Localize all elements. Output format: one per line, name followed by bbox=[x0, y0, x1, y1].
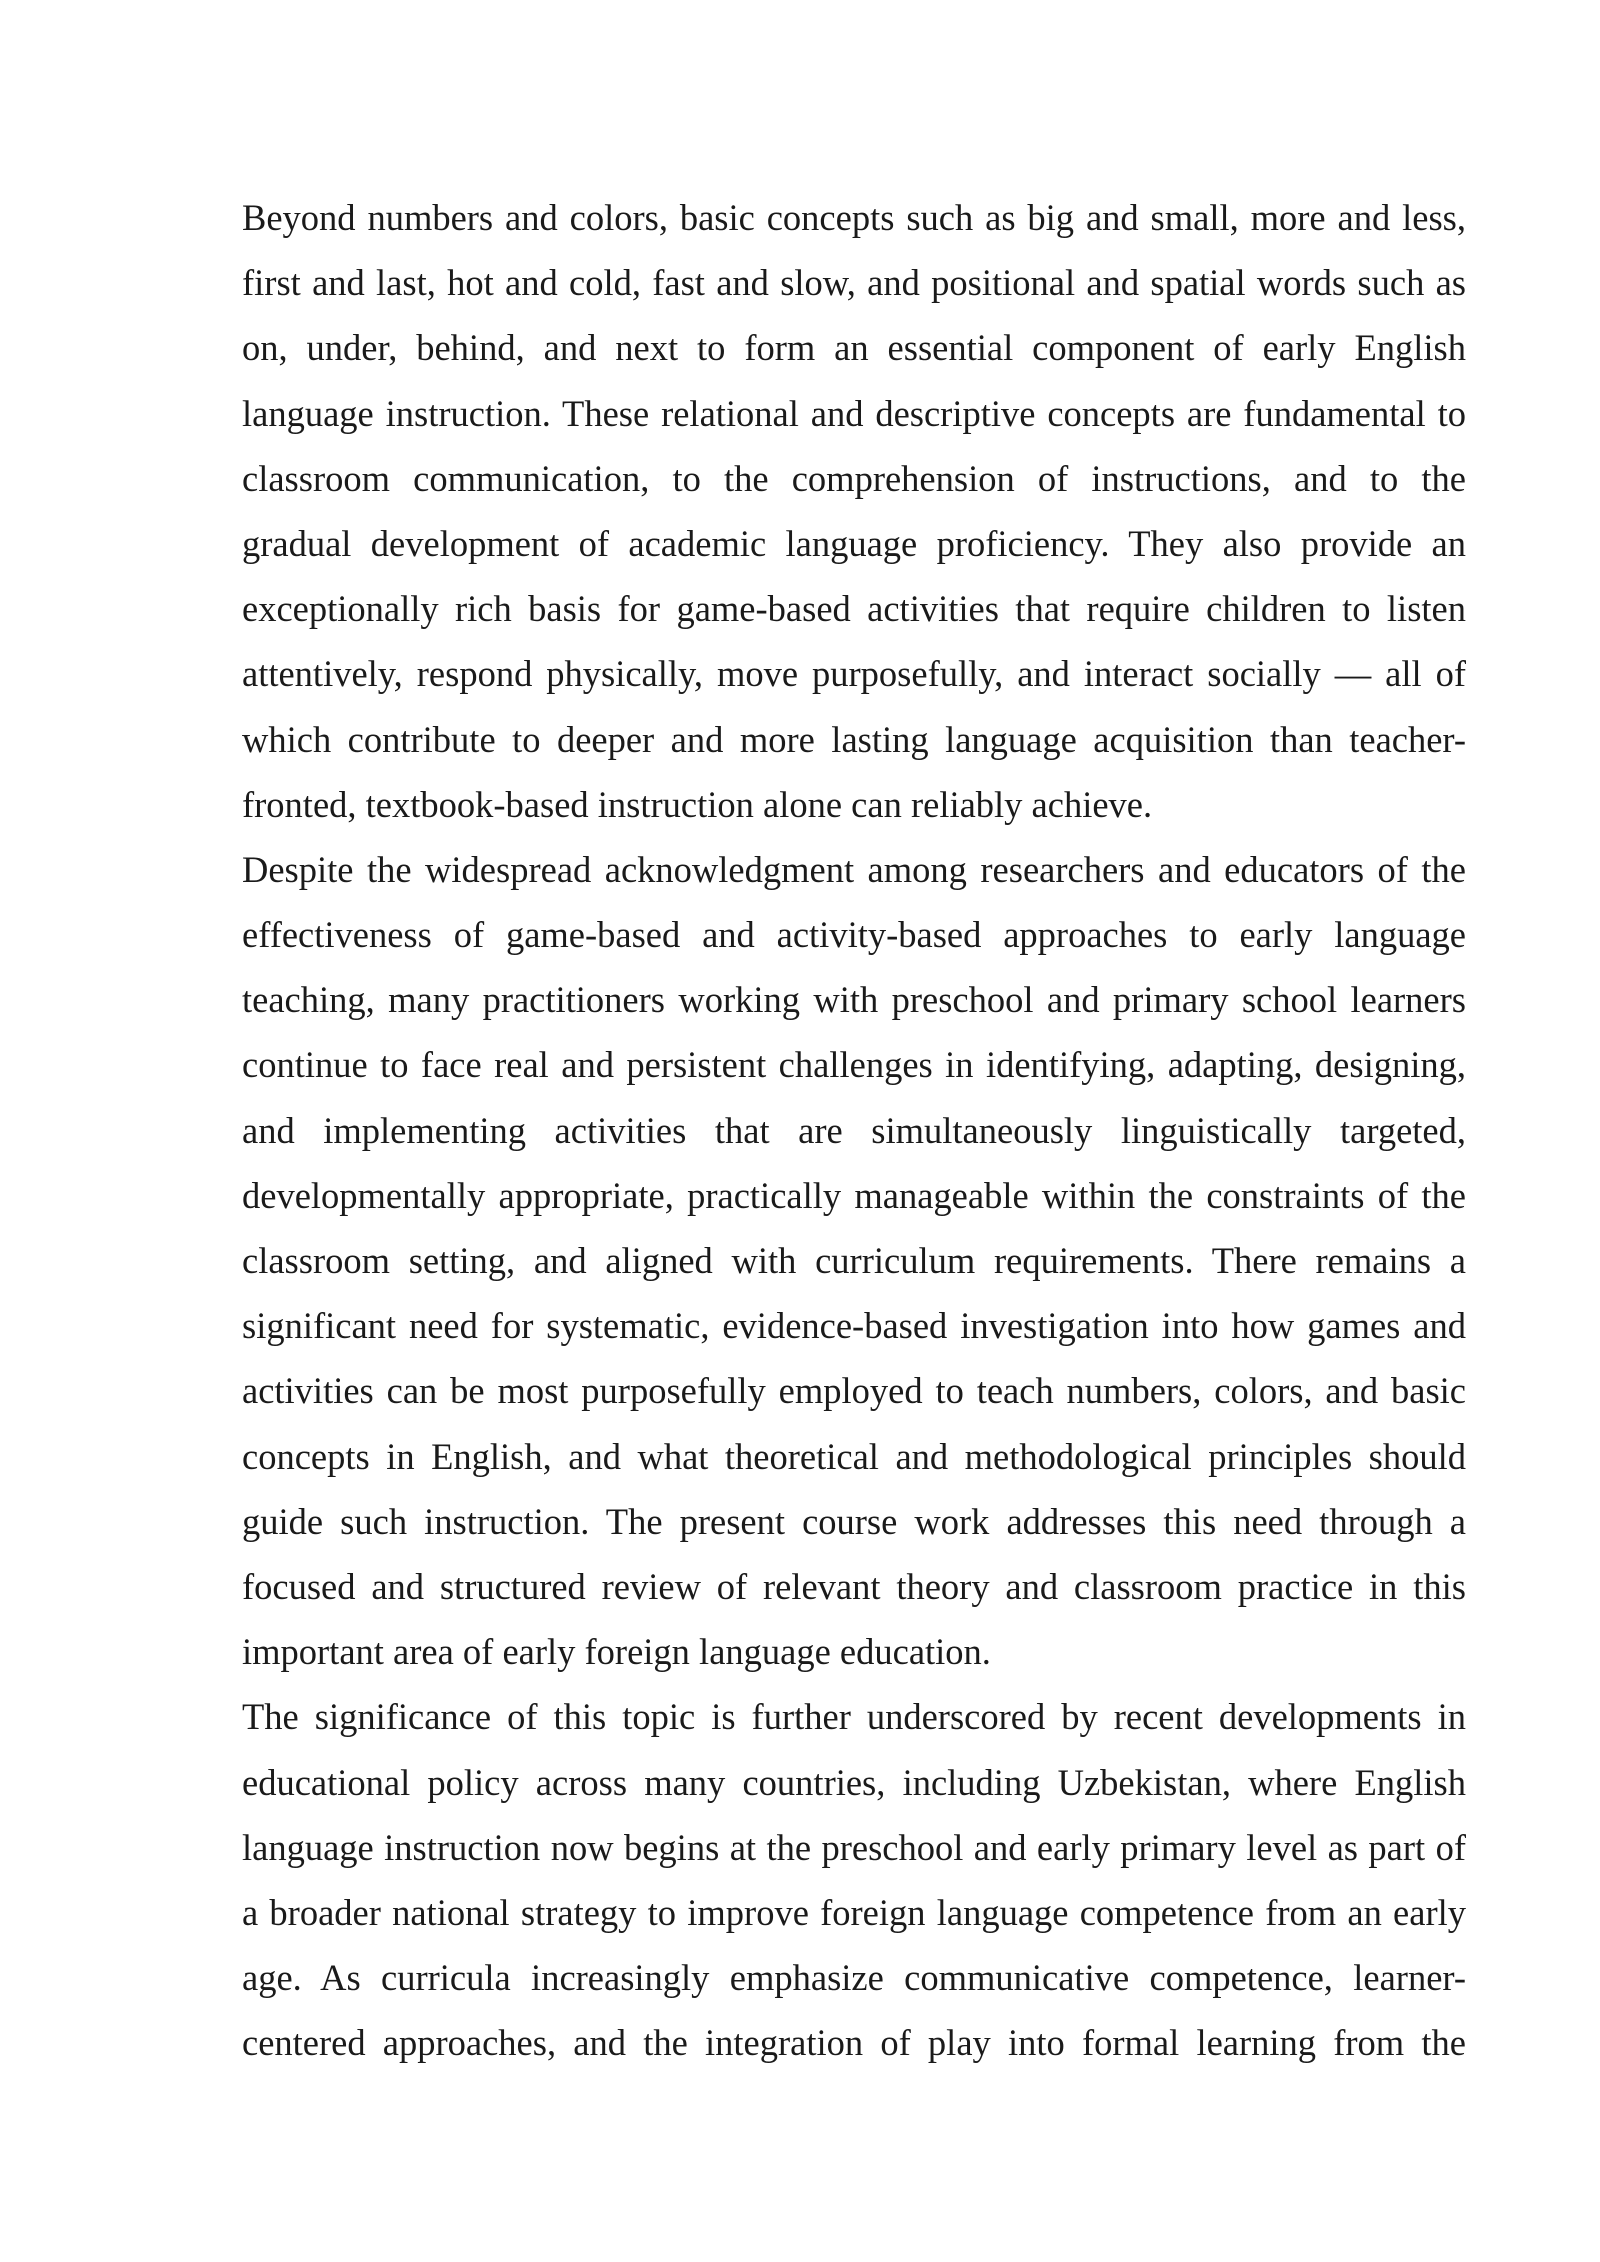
text-line: continue to face real and persistent challenges in identifying, adapting, designing, bbox=[242, 1044, 1466, 1086]
text-line: language instruction. These relational and descriptive concepts are fundamental to bbox=[242, 392, 1466, 434]
text-line: effectiveness of game-based and activity-based approaches to early language bbox=[242, 914, 1466, 956]
paragraph-1 bbox=[242, 185, 1466, 837]
text-line: age. As curricula increasingly emphasize communicative competence, learner- bbox=[242, 1957, 1466, 1999]
text-line: activities can be most purposefully employed to teach numbers, colors, and basic bbox=[242, 1370, 1466, 1412]
text-line: gradual development of academic language proficiency. They also provide an bbox=[242, 522, 1466, 564]
text-line: a broader national strategy to improve foreign language competence from an early bbox=[242, 1891, 1466, 1933]
text-line: fronted, textbook-based instruction alone can reliably achieve. bbox=[242, 783, 1153, 825]
text-line: significant need for systematic, evidence-based investigation into how games and bbox=[242, 1305, 1466, 1347]
text-line: Despite the widespread acknowledgment among researchers and educators of the bbox=[242, 848, 1466, 890]
text-line: concepts in English, and what theoretical and methodological principles should bbox=[242, 1435, 1466, 1477]
text-line: centered approaches, and the integration of play into formal learning from the bbox=[242, 2022, 1466, 2064]
paragraph-2 bbox=[242, 837, 1466, 1684]
text-line: attentively, respond physically, move purposefully, and interact socially — all of bbox=[242, 653, 1466, 695]
text-line: important area of early foreign language education. bbox=[242, 1631, 991, 1673]
text-line: and implementing activities that are simultaneously linguistically targeted, bbox=[242, 1109, 1466, 1151]
text-line: which contribute to deeper and more lasting language acquisition than teacher- bbox=[242, 718, 1466, 760]
text-line: developmentally appropriate, practically manageable within the constraints of the bbox=[242, 1174, 1466, 1216]
text-line: Beyond numbers and colors, basic concepts such as big and small, more and less, bbox=[242, 197, 1466, 238]
text-line: focused and structured review of relevant theory and classroom practice in this bbox=[242, 1565, 1466, 1607]
text-line: exceptionally rich basis for game-based activities that require children to listen bbox=[242, 588, 1466, 630]
text-line: language instruction now begins at the preschool and early primary level as part of bbox=[242, 1826, 1466, 1868]
text-line: The significance of this topic is further underscored by recent developments in bbox=[242, 1696, 1466, 1738]
text-line: educational policy across many countries, including Uzbekistan, where English bbox=[242, 1761, 1466, 1803]
text-line: classroom setting, and aligned with curriculum requirements. There remains a bbox=[242, 1240, 1466, 1281]
text-line: classroom communication, to the comprehension of instructions, and to the bbox=[242, 457, 1466, 499]
text-line: teaching, many practitioners working with preschool and primary school learners bbox=[242, 979, 1466, 1021]
paragraph-3 bbox=[242, 1684, 1466, 2075]
text-line: on, under, behind, and next to form an essential component of early English bbox=[242, 327, 1466, 369]
text-line: first and last, hot and cold, fast and slow, and positional and spatial words such as bbox=[242, 262, 1466, 304]
document-body bbox=[242, 185, 1466, 2075]
text-line: guide such instruction. The present course work addresses this need through a bbox=[242, 1500, 1466, 1542]
